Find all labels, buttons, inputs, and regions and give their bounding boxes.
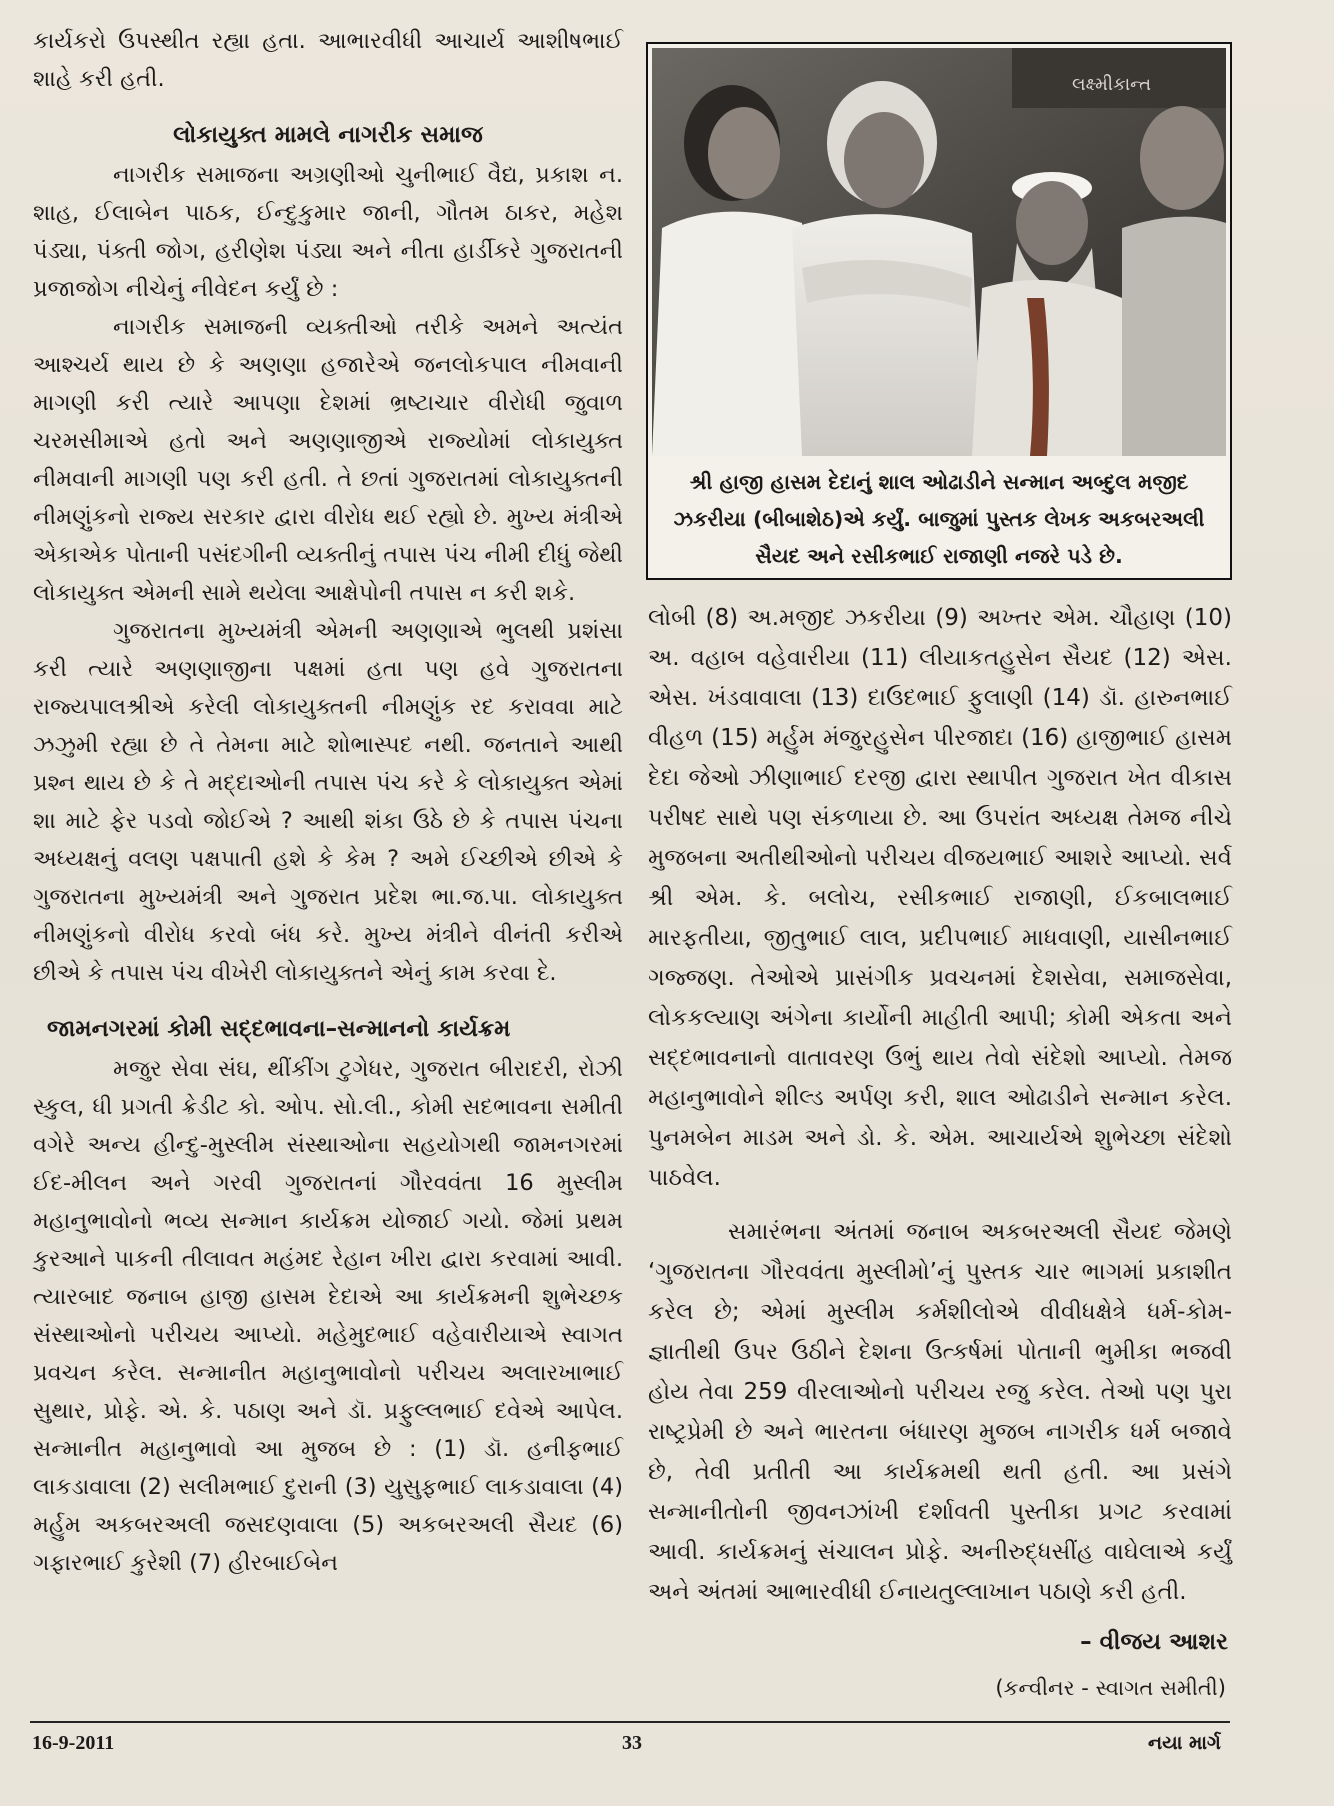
author-signature: – વીજય આશર — [1080, 1629, 1228, 1655]
footer-divider — [30, 1721, 1230, 1723]
page-number: 33 — [622, 1732, 642, 1754]
lokayukta-paragraph-1: નાગરીક સમાજના અગ્રણીઓ ચુનીભાઈ વૈદ્ય, પ્રકાશ ન. શાહ, ઈલાબેન પાઠક, ઈન્દુકુમાર જાની, ગૌતમ ઠાકર, મહેશ પંડ્યા, પંક્તી જોગ, હરીણેશ પંડ્યા અને નીતા હાર્ડીકરે ગુજરાતની પ્રજાજોગ નીચેનું નીવેદન કર્યું છે : — [33, 162, 623, 302]
photo-figure — [646, 42, 1232, 580]
event-photo — [652, 48, 1226, 456]
closing-paragraph: સમારંભના અંતમાં જનાબ અકબરઅલી સૈયદ જેમણે ‘ગુજરાતના ગૌરવવંતા મુસ્લીમો’નું પુસ્તક ચાર ભાગમાં પ્રકાશીત કરેલ છે; એમાં મુસ્લીમ કર્મશીલોએ વીવીધક્ષેત્રે ધર્મ-કોમ- જ્ઞાતીથી ઉપર ઉઠીને દેશના ઉત્કર્ષમાં પોતાની ભુમીકા ભજવી હોય તેવા 259 વીરલાઓનો પરીચય રજુ કરેલ. તેઓ પણ પુરા રાષ્ટ્રપ્રેમી છે અને ભારતના બંધારણ મુજબ નાગરીક ધર્મ બજાવે છે, તેવી પ્રતીતી આ કાર્યક્રમથી થતી હતી. આ પ્રસંગે સન્માનીતોની જીવનઝાંખી દર્શાવતી પુસ્તીકા પ્રગટ કરવામાં આવી. કાર્યક્રમનું સંચાલન પ્રોફે. અનીરુદ્ધસીંહ વાઘેલાએ કર્યું અને અંતમાં આભારવીધી ઈનાયતુલ્લાખાન પઠાણે કરી હતી. — [648, 1219, 1232, 1605]
jamnagar-heading: જામનગરમાં કોમી સદ્દભાવના–સન્માનનો કાર્યક્રમ — [47, 1016, 511, 1042]
lokayukta-paragraph-3: ગુજરાતના મુખ્યમંત્રી એમની અણણાએ ભુલથી પ્રશંસા કરી ત્યારે અણણાજીના પક્ષમાં હતા પણ હવે ગુજરાતના રાજ્યપાલશ્રીએ કરેલી લોકાયુક્તની નીમણુંક રદ કરાવવા માટે ઝઝુમી રહ્યા છે તે તેમના માટે શોભાસ્પદ નથી. જનતાને આથી પ્રશ્ન થાય છે કે તે મદ્દાઓની તપાસ પંચ કરે કે લોકાયુક્ત એમાં શા માટે ફેર પડવો જોઈએ ? આથી શંકા ઉઠે છે કે તપાસ પંચના અધ્યક્ષનું વલણ પક્ષપાતી હશે કે કેમ ? અમે ઈચ્છીએ છીએ કે ગુજરાતના મુખ્યમંત્રી અને ગુજરાત પ્રદેશ ભા.જ.પા. લોકાયુક્ત નીમણુંકનો વીરોધ કરવો બંધ કરે. મુખ્ય મંત્રીને વીનંતી કરીએ છીએ કે તપાસ પંચ વીખેરી લોકાયુક્તને એનું કામ કરવા દે. — [33, 618, 623, 986]
photo-caption: શ્રી હાજી હાસમ દેદાનું શાલ ઓઢાડીને સન્માન અબ્દુલ મજીદ ઝકરીયા (બીબાશેઠ)એ કર્યું. બાજુમાં પુસ્તક લેખક અકબરઅલી સૈયદ અને રસીકભાઈ રાજાણી નજરે પડે છે. — [673, 470, 1205, 568]
jamnagar-paragraph: મજુર સેવા સંઘ, થીંકીંગ ટુગેધર, ગુજરાત બીરાદરી, રોઝી સ્કુલ, ધી પ્રગતી ક્રેડીટ કો. ઓપ. સો.લી., કોમી સદભાવના સમીતી વગેરે અન્ય હીન્દુ-મુસ્લીમ સંસ્થાઓના સહયોગથી જામનગરમાં ઈદ-મીલન અને ગરવી ગુજરાતનાં ગૌરવવંતા 16 મુસ્લીમ મહાનુભાવોનો ભવ્ય સન્માન કાર્યક્રમ યોજાઈ ગયો. જેમાં પ્રથમ કુરઆને પાકની તીલાવત મહંમદ રેહાન ખીરા દ્વારા કરવામાં આવી. ત્યારબાદ જનાબ હાજી હાસમ દેદાએ આ કાર્યક્રમની શુભેચ્છક સંસ્થાઓનો પરીચય આપ્યો. મહેમુદભાઈ વહેવારીયાએ સ્વાગત પ્રવચન કરેલ. સન્માનીત મહાનુભાવોનો પરીચય અલારખાભાઈ સુથાર, પ્રોફે. એ. કે. પઠાણ અને ડૉ. પ્રફુલ્લભાઈ દવેએ આપેલ. સન્માનીત મહાનુભાવો આ મુજબ છે : (1) ડૉ. હનીફભાઈ લાકડાવાલા (2) સલીમભાઈ દુરાની (3) યુસુફભાઈ લાકડાવાલા (4) મર્હુમ અકબરઅલી જસદણવાલા (5) અકબરઅલી સૈયદ (6) ગફારભાઈ કુરેશી (7) હીરબાઈબેન — [33, 1056, 623, 1576]
magazine-name: નયા માર્ગ — [1148, 1732, 1221, 1754]
continued-paragraph: લોબી (8) અ.મજીદ ઝકરીયા (9) અખ્તર એમ. ચૌહાણ (10) અ. વહાબ વહેવારીયા (11) લીયાકતહુસેન સૈયદ (12) એસ. એસ. ખંડવાવાલા (13) દાઉદભાઈ ફુલાણી (14) ડૉ. હારુનભાઈ વીહળ (15) મર્હુમ મંજુરહુસેન પીરજાદા (16) હાજીભાઈ હાસમ દેદા જેઓ ઝીણાભાઈ દરજી દ્વારા સ્થાપીત ગુજરાત ખેત વીકાસ પરીષદ સાથે પણ સંકળાયા છે. આ ઉપરાંત અધ્યક્ષ તેમજ નીચે મુજબના અતીથીઓનો પરીચય વીજયભાઈ આશરે આપ્યો. સર્વ શ્રી એમ. કે. બલોચ, રસીકભાઈ રાજાણી, ઈકબાલભાઈ મારફતીયા, જીતુભાઈ લાલ, પ્રદીપભાઈ માધવાણી, યાસીનભાઈ ગજ્જણ. તેઓએ પ્રાસંગીક પ્રવચનમાં દેશસેવા, સમાજસેવા, લોકકલ્યાણ અંગેના કાર્યોની માહીતી આપી; કોમી એકતા અને સદ્દભાવનાનો વાતાવરણ ઉભું થાય તેવો સંદેશો આપ્યો. તેમજ મહાનુભાવોને શીલ્ડ અર્પણ કરી, શાલ ઓઢાડીને સન્માન કરેલ. પુનમબેન માડમ અને ડો. કે. એમ. આચાર્યએ શુભેચ્છા સંદેશો પાઠવેલ. — [648, 605, 1232, 1191]
photo-sign-text: લક્ષ્મીકાન્ત — [1072, 74, 1152, 95]
right-column — [648, 598, 1232, 1708]
lokayukta-paragraph-2: નાગરીક સમાજની વ્યક્તીઓ તરીકે અમને અત્યંત આશ્ચર્ય થાય છે કે અણણા હજારેએ જનલોકપાલ નીમવાની માગણી કરી ત્યારે આપણા દેશમાં ભ્રષ્ટાચાર વીરોધી જુવાળ ચરમસીમાએ હતો અને અણણાજીએ રાજ્યોમાં લોકાયુક્ત નીમવાની માગણી પણ કરી હતી. તે છતાં ગુજરાતમાં લોકાયુક્તની નીમણુંકનો રાજ્ય સરકાર દ્વારા વીરોધ થઈ રહ્યો છે. મુખ્ય મંત્રીએ એકાએક પોતાની પસંદગીની વ્યક્તીનું તપાસ પંચ નીમી દીધું જેથી લોકાયુક્ત એમની સામે થયેલા આક્ષેપોની તપાસ ન કરી શકે. — [33, 314, 623, 606]
author-role: (કન્વીનર - સ્વાગત સમીતી) — [995, 1676, 1226, 1700]
lokayukta-heading: લોકાયુક્ત મામલે નાગરીક સમાજ — [173, 122, 483, 148]
left-column — [33, 22, 623, 1582]
intro-paragraph: કાર્યકરો ઉપસ્થીત રહ્યા હતા. આભારવીધી આચાર્ય આશીષભાઈ શાહે કરી હતી. — [33, 28, 623, 92]
issue-date: 16-9-2011 — [32, 1732, 115, 1754]
event-photo-illustration — [652, 48, 1226, 456]
